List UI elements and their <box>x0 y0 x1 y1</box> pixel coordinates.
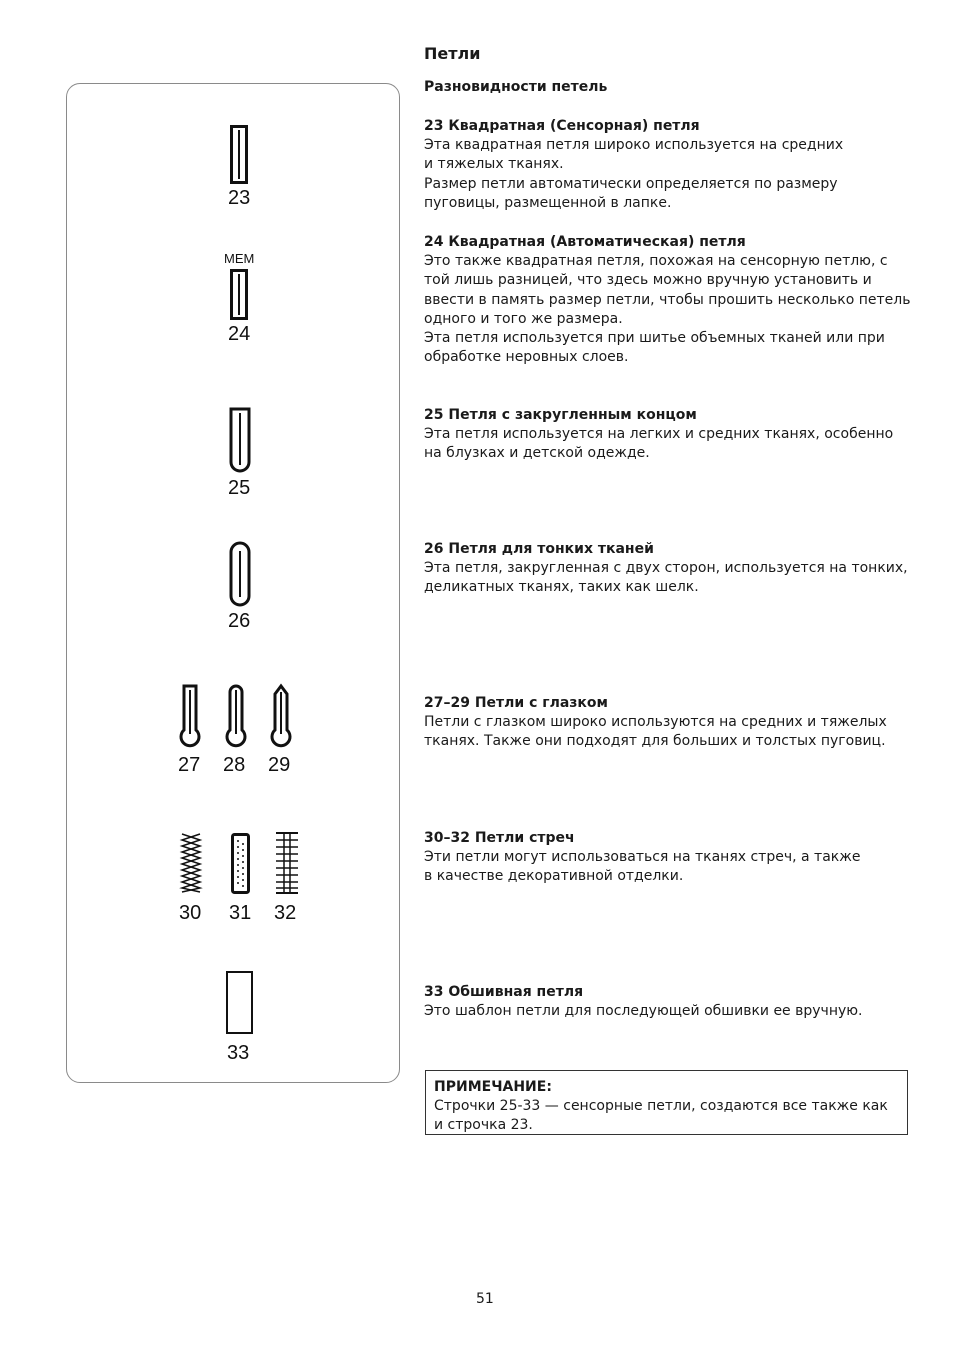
label-31: 31 <box>229 902 252 924</box>
note-title: ПРИМЕЧАНИЕ: <box>434 1079 552 1095</box>
page-number: 51 <box>476 1291 494 1307</box>
section-body: Эта петля используется на легких и средних тканях, особенно на блузках и детской одежде. <box>424 426 894 462</box>
buttonhole-stretch-dotted-icon <box>231 833 251 895</box>
section-body: Это также квадратная петля, похожая на сенсорную петлю, с той лишь разницей, что здесь можно вручную установить и ввести в память размер петли, чтобы прошить несколько петель одного и того же размера. Эта петля используется при шитье объемных тканей или при обработке неровных слоев. <box>424 253 911 366</box>
section-title: 24 Квадратная (Автоматическая) петля <box>424 234 746 250</box>
section-33 <box>424 983 914 1021</box>
section-title: 33 Обшивная петля <box>424 984 584 1000</box>
label-23: 23 <box>228 187 251 209</box>
section-title: 27–29 Петли с глазком <box>424 695 608 711</box>
buttonhole-keyhole-round-icon <box>224 684 248 750</box>
section-26 <box>424 540 914 598</box>
section-title: 26 Петля для тонких тканей <box>424 541 654 557</box>
section-body: Эти петли могут использоваться на тканях стреч, а также в качестве декоративной отделки. <box>424 849 861 885</box>
section-title: 25 Петля с закругленным концом <box>424 407 697 423</box>
mem-label: MEM <box>224 251 255 266</box>
section-title: 23 Квадратная (Сенсорная) петля <box>424 118 700 134</box>
label-28: 28 <box>223 754 246 776</box>
label-27: 27 <box>178 754 201 776</box>
note-box <box>425 1070 908 1135</box>
buttonhole-fine-fabric-icon <box>229 541 251 607</box>
page-subtitle: Разновидности петель <box>424 79 608 95</box>
buttonhole-keyhole-pointed-icon <box>269 684 293 750</box>
label-32: 32 <box>274 902 297 924</box>
section-body: Эта петля, закругленная с двух сторон, используется на тонких, деликатных тканях, таких как шелк. <box>424 560 908 596</box>
buttonhole-square-auto-icon <box>230 269 250 321</box>
section-30-32 <box>424 829 914 887</box>
page-title: Петли <box>424 44 481 63</box>
section-23 <box>424 117 914 213</box>
section-body: Петли с глазком широко используются на средних и тяжелых тканях. Также они подходят для больших и толстых пуговиц. <box>424 714 887 750</box>
section-title: 30–32 Петли стреч <box>424 830 575 846</box>
section-25 <box>424 406 914 464</box>
label-25: 25 <box>228 477 251 499</box>
section-body: Эта квадратная петля широко используется на средних и тяжелых тканях. Размер петли автоматически определяется по размеру пуговицы, размещенной в лапке. <box>424 137 844 211</box>
label-26: 26 <box>228 610 251 632</box>
section-27-29 <box>424 694 914 752</box>
label-30: 30 <box>179 902 202 924</box>
label-29: 29 <box>268 754 291 776</box>
section-24 <box>424 233 914 367</box>
buttonhole-stretch-ladder-icon <box>273 832 301 894</box>
section-body: Это шаблон петли для последующей обшивки ее вручную. <box>424 1003 863 1020</box>
buttonhole-keyhole-square-icon <box>178 684 202 750</box>
note-body: Строчки 25-33 — сенсорные петли, создаются все также как и строчка 23. <box>434 1098 888 1133</box>
buttonhole-bound-icon <box>226 971 254 1035</box>
buttonhole-stretch-zigzag-icon <box>180 832 202 894</box>
label-24: 24 <box>228 323 251 345</box>
buttonhole-square-icon <box>230 125 250 185</box>
label-33: 33 <box>227 1042 250 1064</box>
buttonhole-round-end-icon <box>229 407 251 473</box>
